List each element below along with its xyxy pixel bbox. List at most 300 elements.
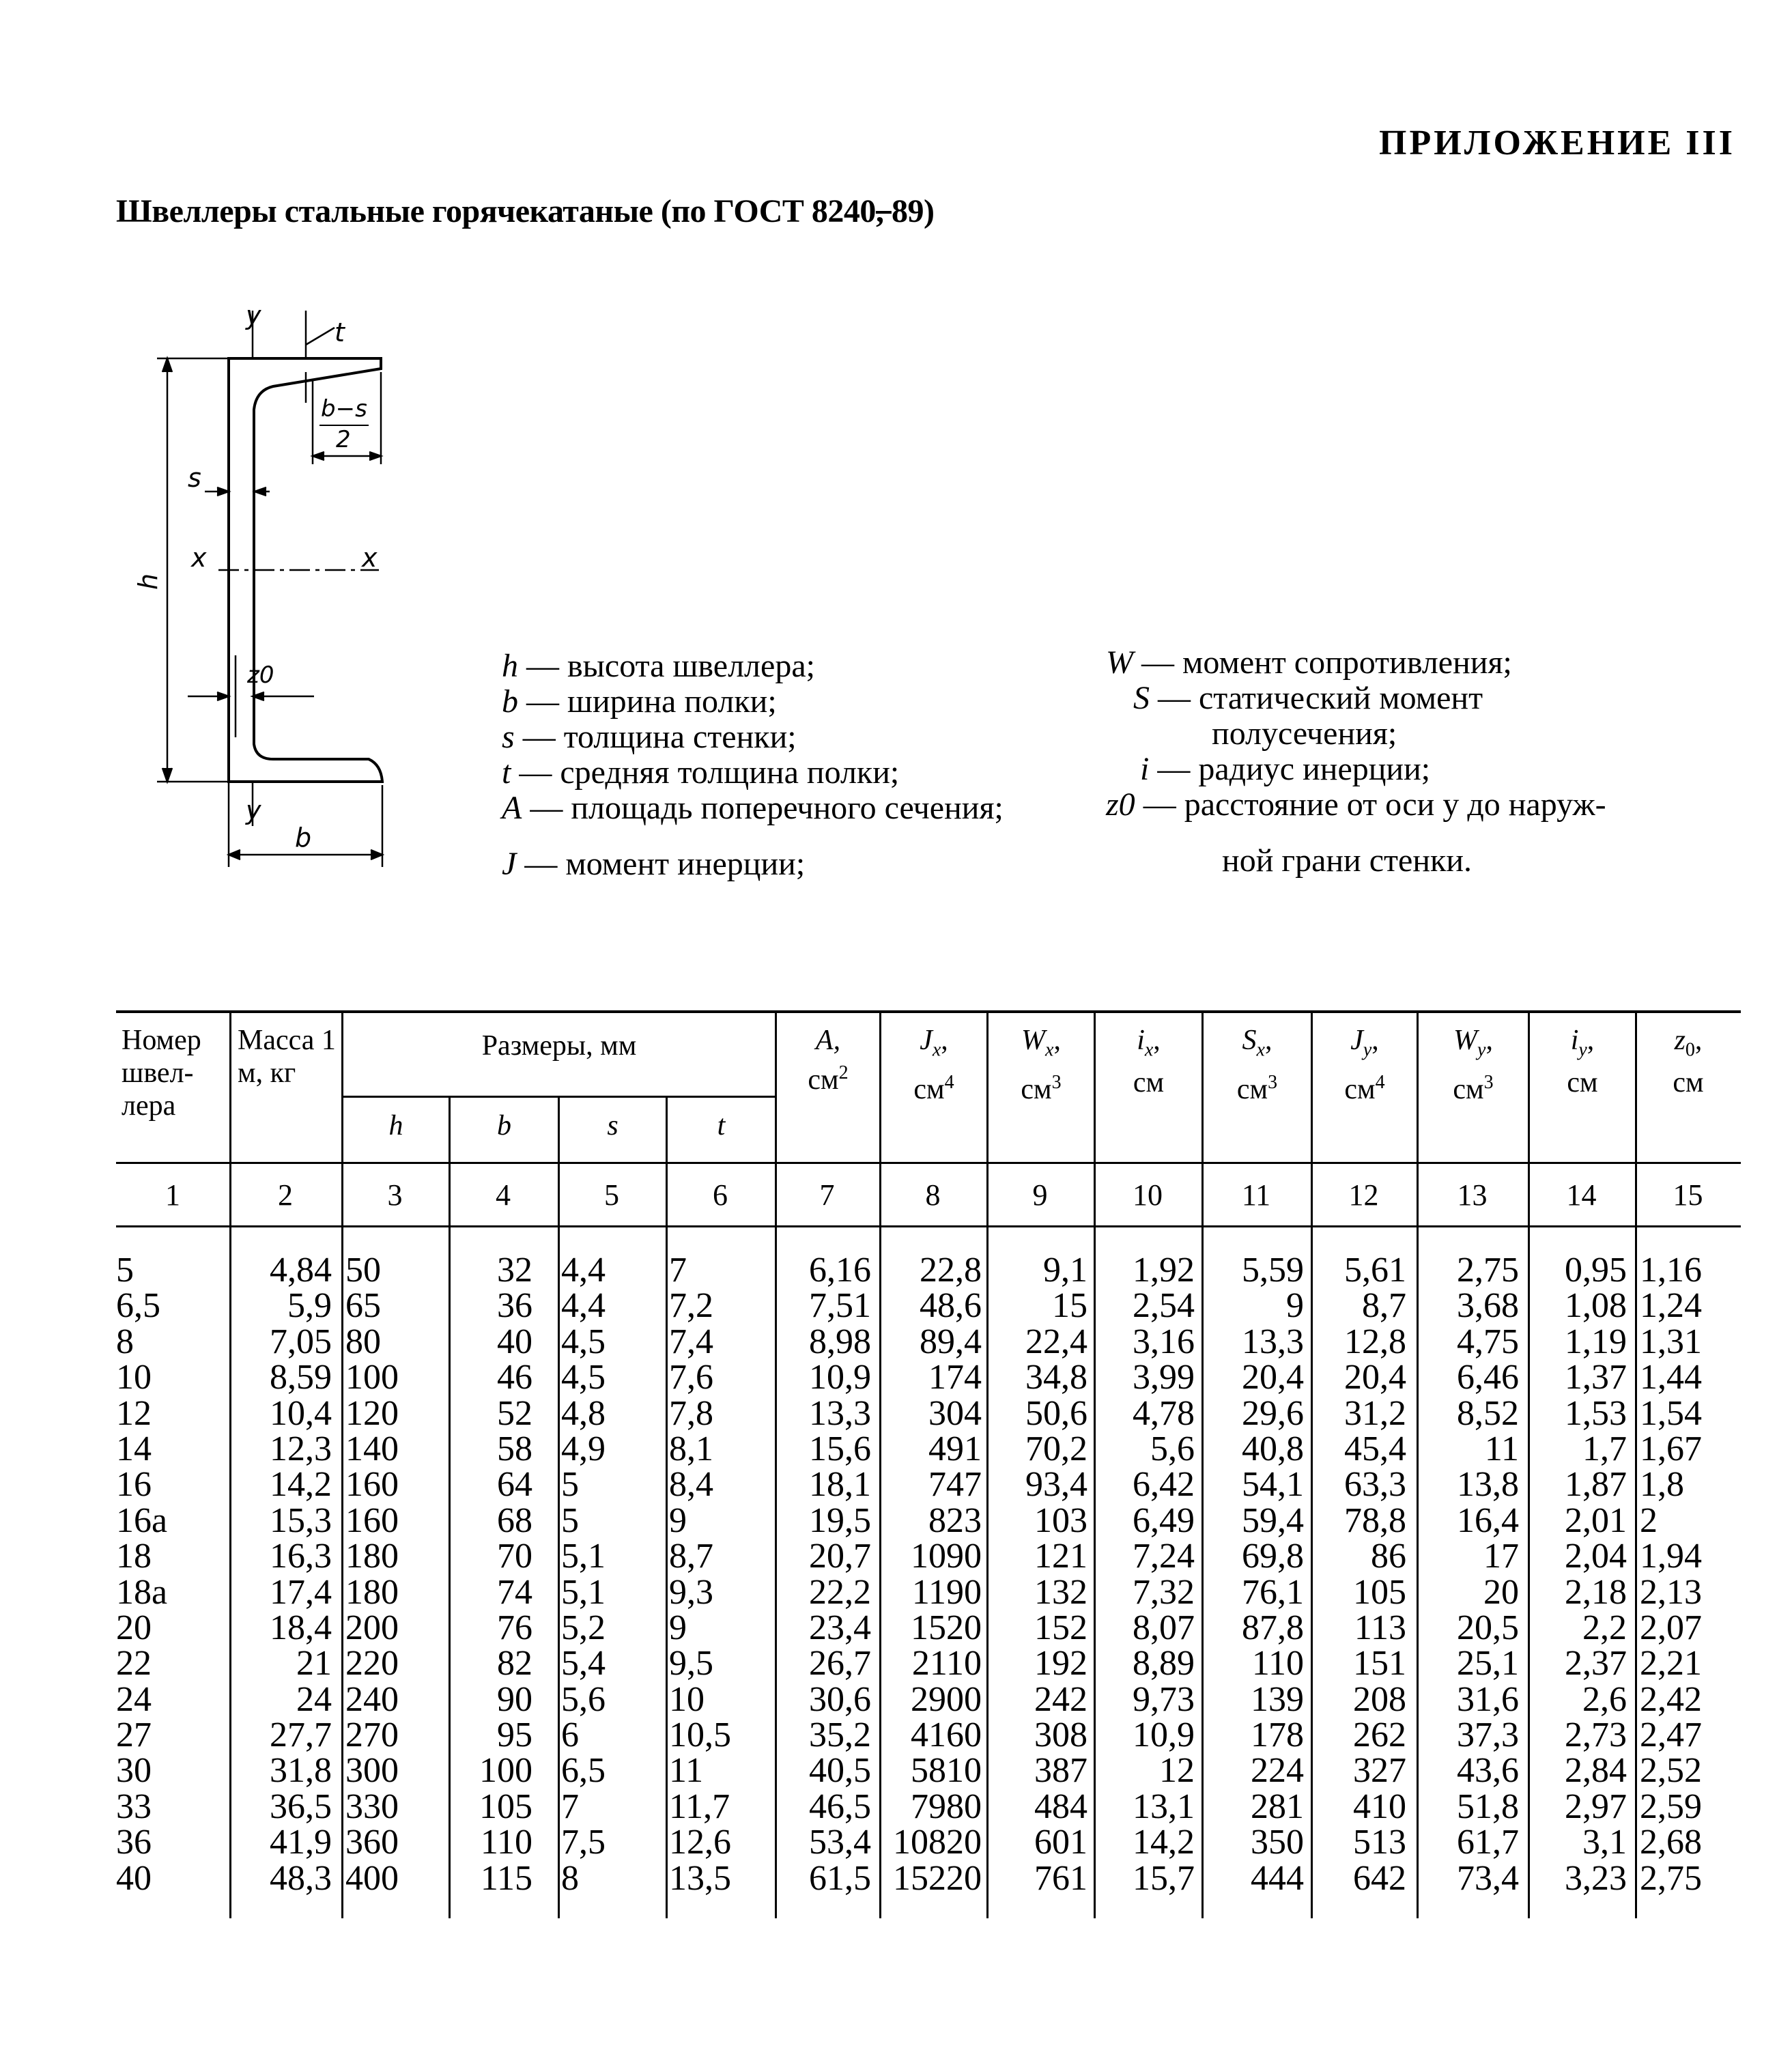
table-cell: 18,4 [270, 1608, 332, 1647]
table-cell: 74 [497, 1572, 532, 1612]
header-area: A, $см^2$ [808, 1025, 849, 1096]
table-cell: 308 [1034, 1716, 1087, 1755]
table-cell: 9 [1286, 1286, 1304, 1326]
header-dimensions: Размеры, мм [481, 1030, 637, 1062]
header-number: Номер швел- лера [122, 1025, 201, 1122]
table-cell: 40 [116, 1858, 152, 1898]
table-cell: 761 [1034, 1858, 1087, 1898]
table-cell: 2,68 [1640, 1823, 1702, 1862]
legend-item: A — площадь поперечного сечения; [502, 790, 1004, 826]
table-cell: 10,9 [1133, 1716, 1195, 1755]
table-cell: 4,84 [270, 1251, 332, 1290]
table-cell: 8,7 [1362, 1286, 1406, 1326]
col-number: 1 [165, 1178, 180, 1212]
table-cell: 242 [1034, 1679, 1087, 1719]
table-cell: 220 [345, 1644, 399, 1683]
header-b: b [497, 1110, 511, 1141]
col-number: 15 [1673, 1178, 1703, 1212]
table-cell: 64 [497, 1465, 532, 1505]
table-cell: 48,3 [270, 1858, 332, 1898]
table-cell: 16 [116, 1465, 152, 1505]
table-cell: 59,4 [1242, 1501, 1304, 1540]
table-cell: 46 [497, 1358, 532, 1397]
table-cell: 208 [1353, 1679, 1406, 1719]
table-cell: 1190 [911, 1572, 982, 1612]
table-cell: 35,2 [809, 1716, 871, 1755]
table-cell: 11 [1484, 1429, 1519, 1468]
table-cell: 14,2 [270, 1465, 332, 1505]
table-cell: 5,1 [561, 1537, 606, 1576]
table-cell: 27,7 [270, 1716, 332, 1755]
table-cell: 22,4 [1025, 1322, 1087, 1361]
table-cell: 2,75 [1640, 1858, 1702, 1898]
table-cell: 330 [345, 1787, 399, 1826]
table-cell: 105 [479, 1787, 532, 1826]
legend-item: J — момент инерции; [502, 846, 806, 882]
table-cell: 36,5 [270, 1787, 332, 1826]
table-cell: 100 [479, 1751, 532, 1791]
table-cell: 2,2 [1582, 1608, 1627, 1647]
header-ix: $i_x$, см [1133, 1025, 1165, 1099]
table-cell: 7980 [911, 1787, 982, 1826]
table-cell: 4,8 [561, 1393, 606, 1433]
table-cell: 26,7 [809, 1644, 871, 1683]
table-cell: 5,4 [561, 1644, 606, 1683]
table-cell: 2,42 [1640, 1679, 1702, 1719]
table-column-3 [345, 1253, 441, 1896]
table-cell: 5 [561, 1465, 579, 1505]
table-cell: 48,6 [920, 1286, 982, 1326]
table-cell: 18,1 [809, 1465, 871, 1505]
table-cell: 174 [928, 1358, 982, 1397]
table-cell: 1,24 [1640, 1286, 1702, 1326]
table-cell: 240 [345, 1679, 399, 1719]
table-cell: 5,2 [561, 1608, 606, 1647]
col-number: 10 [1133, 1178, 1163, 1212]
table-cell: 16а [116, 1501, 168, 1540]
col-number: 6 [713, 1178, 728, 1212]
table-cell: 31,2 [1344, 1393, 1406, 1433]
table-cell: 1,44 [1640, 1358, 1702, 1397]
table-cell: 484 [1034, 1787, 1087, 1826]
table-column-7 [776, 1253, 871, 1896]
table-cell: 3,68 [1457, 1286, 1519, 1326]
table-cell: 82 [497, 1644, 532, 1683]
table-cell: 281 [1251, 1787, 1304, 1826]
table-cell: 70,2 [1025, 1429, 1087, 1468]
table-column-4 [451, 1253, 532, 1896]
table-cell: 10 [116, 1358, 152, 1397]
table-cell: 360 [345, 1823, 399, 1862]
diagram-label-x-right: x [362, 543, 378, 573]
table-cell: 13,3 [809, 1393, 871, 1433]
table-cell: 0,95 [1565, 1251, 1627, 1290]
table-cell: 20,5 [1457, 1608, 1519, 1647]
table-cell: 61,5 [809, 1858, 871, 1898]
table-cell: 1,16 [1640, 1251, 1702, 1290]
table-cell: 8,4 [669, 1465, 713, 1505]
table-cell: 17,4 [270, 1572, 332, 1612]
table-cell: 132 [1034, 1572, 1087, 1612]
table-cell: 10,9 [809, 1358, 871, 1397]
table-cell: 17 [1483, 1537, 1519, 1576]
legend-item: b — ширина полки; [502, 683, 777, 720]
table-cell: 12 [116, 1393, 152, 1433]
table-cell: 80 [345, 1322, 381, 1361]
table-cell: 20,7 [809, 1537, 871, 1576]
table-cell: 120 [345, 1393, 399, 1433]
table-cell: 73,4 [1457, 1858, 1519, 1898]
table-cell: 350 [1251, 1823, 1304, 1862]
table-cell: 6 [561, 1716, 579, 1755]
table-cell: 22,2 [809, 1572, 871, 1612]
legend-item: i — радиус инерции; [1140, 751, 1431, 787]
table-cell: 1,54 [1640, 1393, 1702, 1433]
table-cell: 90 [497, 1679, 532, 1719]
table-cell: 7,4 [669, 1322, 713, 1361]
table-cell: 9,1 [1043, 1251, 1087, 1290]
table-cell: 22 [116, 1644, 152, 1683]
table-cell: 2,13 [1640, 1572, 1702, 1612]
table-cell: 8,7 [669, 1537, 713, 1576]
table-cell: 11 [669, 1751, 704, 1791]
table-cell: 2,52 [1640, 1751, 1702, 1791]
table-cell: 180 [345, 1537, 399, 1576]
table-cell: 7,51 [809, 1286, 871, 1326]
table-cell: 89,4 [920, 1322, 982, 1361]
table-cell: 45,4 [1344, 1429, 1406, 1468]
table-cell: 300 [345, 1751, 399, 1791]
table-cell: 20,4 [1242, 1358, 1304, 1397]
table-column-15 [1640, 1253, 1735, 1896]
table-cell: 5,59 [1242, 1251, 1304, 1290]
table-cell: 5810 [911, 1751, 982, 1791]
table-cell: 9,3 [669, 1572, 713, 1612]
table-cell: 140 [345, 1429, 399, 1468]
table-cell: 65 [345, 1286, 381, 1326]
diagram-label-b-minus-s: b−s [321, 395, 367, 423]
table-column-8 [879, 1253, 982, 1896]
header-h: h [388, 1110, 403, 1141]
table-cell: 2,18 [1565, 1572, 1627, 1612]
table-cell: 15,7 [1133, 1858, 1195, 1898]
table-cell: 2,37 [1565, 1644, 1627, 1683]
table-cell: 24 [296, 1679, 332, 1719]
diagram-label-b: b [295, 823, 312, 853]
table-cell: 30,6 [809, 1679, 871, 1719]
table-cell: 1,31 [1640, 1322, 1702, 1361]
col-number: 9 [1032, 1178, 1048, 1212]
table-cell: 4,75 [1457, 1322, 1519, 1361]
table-cell: 7,24 [1133, 1537, 1195, 1576]
title-end: 89) [891, 193, 935, 229]
header-wy: $W_y$, $см^3$ [1453, 1025, 1494, 1106]
table-cell: 63,3 [1344, 1465, 1406, 1505]
table-cell: 3,99 [1133, 1358, 1195, 1397]
table-cell: 18а [116, 1572, 168, 1612]
table-cell: 68 [497, 1501, 532, 1540]
table-cell: 823 [928, 1501, 982, 1540]
table-cell: 15 [1052, 1286, 1087, 1326]
table-cell: 8,59 [270, 1358, 332, 1397]
table-cell: 1,37 [1565, 1358, 1627, 1397]
table-cell: 76,1 [1242, 1572, 1304, 1612]
table-cell: 10820 [893, 1823, 982, 1862]
table-column-2 [229, 1253, 332, 1896]
table-cell: 50 [345, 1251, 381, 1290]
table-cell: 4,9 [561, 1429, 606, 1468]
table-cell: 6,5 [561, 1751, 606, 1791]
table-cell: 7,2 [669, 1286, 713, 1326]
table-cell: 387 [1034, 1751, 1087, 1791]
table-cell: 31,8 [270, 1751, 332, 1791]
table-cell: 270 [345, 1716, 399, 1755]
table-cell: 93,4 [1025, 1465, 1087, 1505]
table-cell: 20 [1483, 1572, 1519, 1612]
header-wx: $W_x$, $см^3$ [1021, 1025, 1062, 1106]
appendix-heading: ПРИЛОЖЕНИЕ III [1379, 124, 1735, 162]
table-cell: 18 [116, 1537, 152, 1576]
col-number: 8 [925, 1178, 941, 1212]
table-cell: 4,5 [561, 1322, 606, 1361]
header-jx: $J_x$, $см^4$ [913, 1025, 954, 1106]
table-cell: 14 [116, 1429, 152, 1468]
table-cell: 12,6 [669, 1823, 731, 1862]
table-cell: 87,8 [1242, 1608, 1304, 1647]
table-cell: 224 [1251, 1751, 1304, 1791]
table-cell: 100 [345, 1358, 399, 1397]
table-cell: 13,5 [669, 1858, 731, 1898]
table-cell: 5,6 [561, 1679, 606, 1719]
table-cell: 36 [116, 1823, 152, 1862]
legend-item: z0 — расстояние от оси y до наруж- [1106, 786, 1606, 823]
legend-left [502, 649, 1004, 882]
table-cell: 8,1 [669, 1429, 713, 1468]
table-cell: 1,7 [1582, 1429, 1627, 1468]
header-jy: $J_y$, $см^4$ [1344, 1025, 1385, 1106]
table-cell: 8,98 [809, 1322, 871, 1361]
table-cell: 6,46 [1457, 1358, 1519, 1397]
table-cell: 46,5 [809, 1787, 871, 1826]
table-cell: 7,05 [270, 1322, 332, 1361]
table-cell: 178 [1251, 1716, 1304, 1755]
col-number: 11 [1241, 1178, 1271, 1212]
table-cell: 8 [561, 1858, 579, 1898]
table-cell: 12 [1159, 1751, 1195, 1791]
table-cell: 2110 [911, 1644, 982, 1683]
legend-item: ной грани стенки. [1222, 842, 1473, 879]
table-cell: 200 [345, 1608, 399, 1647]
table-cell: 53,4 [809, 1823, 871, 1862]
table-cell: 69,8 [1242, 1537, 1304, 1576]
table-cell: 23,4 [809, 1608, 871, 1647]
table-cell: 262 [1353, 1716, 1406, 1755]
table-column-6 [669, 1253, 765, 1896]
diagram-label-x-left: x [191, 543, 207, 573]
header-mass: Масса 1 м, кг [238, 1025, 336, 1089]
table-cell: 1,94 [1640, 1537, 1702, 1576]
table-cell: 19,5 [809, 1501, 871, 1540]
col-number: 14 [1566, 1178, 1597, 1212]
table-cell: 54,1 [1242, 1465, 1304, 1505]
table-cell: 15220 [893, 1858, 982, 1898]
table-cell: 1,08 [1565, 1286, 1627, 1326]
table-cell: 6,49 [1133, 1501, 1195, 1540]
table-cell: 180 [345, 1572, 399, 1612]
diagram-label-t: t [335, 317, 345, 347]
table-cell: 7,8 [669, 1393, 713, 1433]
table-column-1 [116, 1253, 218, 1896]
table-cell: 37,3 [1457, 1716, 1519, 1755]
table-column-11 [1201, 1253, 1304, 1896]
table-cell: 2,47 [1640, 1716, 1702, 1755]
table-cell: 14,2 [1133, 1823, 1195, 1862]
table-cell: 8 [116, 1322, 134, 1361]
table-cell: 86 [1371, 1537, 1406, 1576]
table-cell: 2,04 [1565, 1537, 1627, 1576]
table-cell: 12,3 [270, 1429, 332, 1468]
table-cell: 9,5 [669, 1644, 713, 1683]
table-cell: 3,1 [1582, 1823, 1627, 1862]
table-cell: 1,87 [1565, 1465, 1627, 1505]
diagram-label-two: 2 [336, 426, 351, 453]
col-number: 5 [604, 1178, 619, 1212]
table-cell: 4,5 [561, 1358, 606, 1397]
table-cell: 113 [1354, 1608, 1406, 1647]
table-cell: 1,92 [1133, 1251, 1195, 1290]
table-cell: 40,5 [809, 1751, 871, 1791]
table-cell: 2,59 [1640, 1787, 1702, 1826]
table-cell: 2,6 [1582, 1679, 1627, 1719]
table-cell: 192 [1034, 1644, 1087, 1683]
table-cell: 4,4 [561, 1251, 606, 1290]
diagram-label-s: s [188, 463, 201, 493]
table-cell: 1520 [911, 1608, 982, 1647]
table-column-12 [1311, 1253, 1406, 1896]
table-cell: 34,8 [1025, 1358, 1087, 1397]
table-cell: 152 [1034, 1608, 1087, 1647]
table-cell: 15,3 [270, 1501, 332, 1540]
table-column-14 [1528, 1253, 1627, 1896]
table-cell: 20,4 [1344, 1358, 1406, 1397]
table-cell: 4,4 [561, 1286, 606, 1326]
channel-properties-table [116, 1010, 1741, 1918]
table-cell: 7,5 [561, 1823, 606, 1862]
diagram-label-z0: z0 [247, 662, 274, 689]
legend-item: s — толщина стенки; [502, 719, 797, 755]
table-cell: 160 [345, 1501, 399, 1540]
table-cell: 58 [497, 1429, 532, 1468]
legend-right [1106, 645, 1606, 879]
table-cell: 31,6 [1457, 1679, 1519, 1719]
table-cell: 13,1 [1133, 1787, 1195, 1826]
header-z0: $z_0$, см [1673, 1025, 1704, 1099]
header-iy: $i_y$, см [1567, 1025, 1598, 1099]
table-cell: 32 [497, 1251, 532, 1290]
table-cell: 115 [480, 1858, 532, 1898]
table-cell: 304 [928, 1393, 982, 1433]
table-cell: 2,84 [1565, 1751, 1627, 1791]
table-cell: 22,8 [920, 1251, 982, 1290]
table-cell: 139 [1251, 1679, 1304, 1719]
diagram-label-y-top: y [246, 300, 261, 330]
table-cell: 9,73 [1133, 1679, 1195, 1719]
table-cell: 51,8 [1457, 1787, 1519, 1826]
table-cell: 1,8 [1640, 1465, 1684, 1505]
table-cell: 5,1 [561, 1572, 606, 1612]
table-cell: 15,6 [809, 1429, 871, 1468]
table-cell: 8,89 [1133, 1644, 1195, 1683]
table-cell: 3,16 [1133, 1322, 1195, 1361]
col-number: 3 [387, 1178, 403, 1212]
table-cell: 4,78 [1133, 1393, 1195, 1433]
table-cell: 2 [1640, 1501, 1658, 1540]
table-cell: 12,8 [1344, 1322, 1406, 1361]
table-cell: 20 [116, 1608, 152, 1647]
table-cell: 5,61 [1344, 1251, 1406, 1290]
col-number: 12 [1348, 1178, 1379, 1212]
col-number: 13 [1457, 1178, 1488, 1212]
table-cell: 6,5 [116, 1286, 160, 1326]
table-cell: 151 [1353, 1644, 1406, 1683]
table-cell: 13,8 [1457, 1465, 1519, 1505]
table-cell: 24 [116, 1679, 152, 1719]
table-cell: 33 [116, 1787, 152, 1826]
table-cell: 410 [1353, 1787, 1406, 1826]
table-cell: 1090 [911, 1537, 982, 1576]
table-cell: 29,6 [1242, 1393, 1304, 1433]
table-cell: 3,23 [1565, 1858, 1627, 1898]
table-cell: 7,32 [1133, 1572, 1195, 1612]
table-cell: 40 [497, 1322, 532, 1361]
header-t: t [717, 1110, 726, 1141]
col-number: 7 [819, 1178, 835, 1212]
title-main: Швеллеры стальные горячекатаные (по ГОСТ 8240 [116, 193, 876, 229]
legend-item: S — статический момент [1133, 680, 1483, 716]
legend-item: h — высота швеллера; [502, 648, 815, 684]
table-cell: 327 [1353, 1751, 1406, 1791]
table-cell: 6,42 [1133, 1465, 1195, 1505]
table-cell: 43,6 [1457, 1751, 1519, 1791]
table-cell: 1,53 [1565, 1393, 1627, 1433]
table-cell: 5,6 [1150, 1429, 1195, 1468]
legend-item: полусечения; [1212, 715, 1397, 752]
diagram-label-h: h [133, 573, 163, 590]
table-cell: 30 [116, 1751, 152, 1791]
table-column-9 [986, 1253, 1087, 1896]
table-cell: 2,07 [1640, 1608, 1702, 1647]
table-cell: 2,01 [1565, 1501, 1627, 1540]
table-cell: 61,7 [1457, 1823, 1519, 1862]
table-cell: 444 [1251, 1858, 1304, 1898]
table-cell: 2,97 [1565, 1787, 1627, 1826]
table-cell: 110 [1251, 1644, 1304, 1683]
table-cell: 513 [1353, 1823, 1406, 1862]
header-s: s [607, 1110, 618, 1141]
col-number: 2 [278, 1178, 293, 1212]
diagram-label-y-bottom: y [246, 795, 261, 825]
table-cell: 2,75 [1457, 1251, 1519, 1290]
table-cell: 2,73 [1565, 1716, 1627, 1755]
table-cell: 52 [497, 1393, 532, 1433]
legend-item: W — момент сопротивления; [1106, 644, 1512, 681]
table-cell: 8,52 [1457, 1393, 1519, 1433]
table-cell: 2,54 [1133, 1286, 1195, 1326]
table-cell: 50,6 [1025, 1393, 1087, 1433]
table-cell: 4160 [911, 1716, 982, 1755]
table-cell: 13,3 [1242, 1322, 1304, 1361]
col-number: 4 [496, 1178, 511, 1212]
